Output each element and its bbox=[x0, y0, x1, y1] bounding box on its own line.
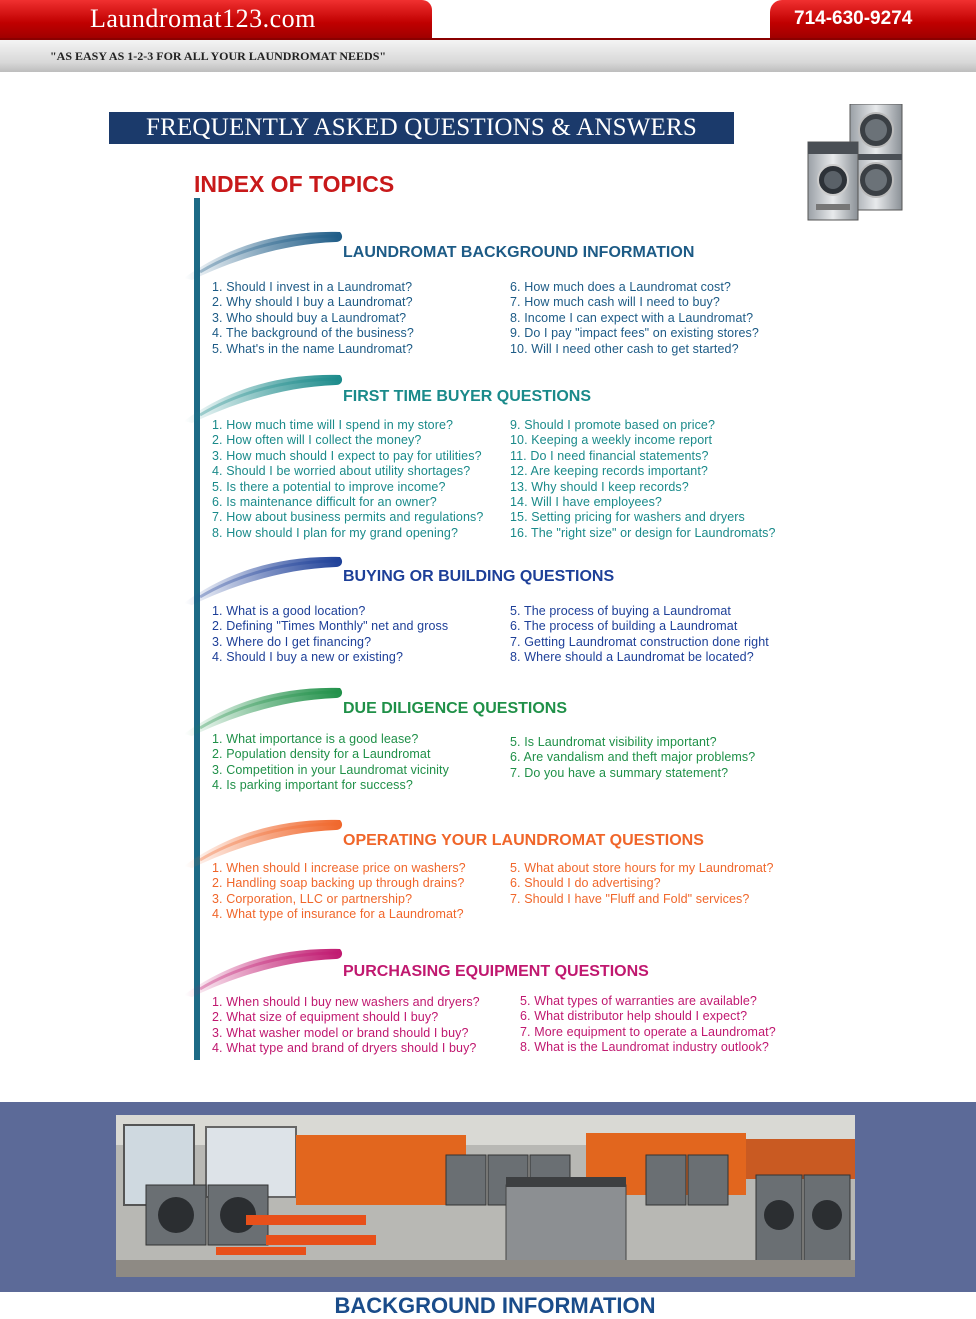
slogan-bar bbox=[0, 38, 976, 72]
laundromat-interior-photo bbox=[116, 1115, 855, 1277]
question-link[interactable]: 8. How should I plan for my grand opening? bbox=[212, 525, 459, 540]
question-link[interactable]: 5. What's in the name Laundromat? bbox=[212, 341, 413, 356]
question-link[interactable]: 6. Are vandalism and theft major problems? bbox=[510, 750, 756, 765]
section-title[interactable]: OPERATING YOUR LAUNDROMAT QUESTIONS bbox=[343, 832, 704, 849]
section-title[interactable]: LAUNDROMAT BACKGROUND INFORMATION bbox=[343, 244, 695, 261]
section-title[interactable]: DUE DILIGENCE QUESTIONS bbox=[343, 700, 568, 717]
question-link[interactable]: 1. Should I invest in a Laundromat? bbox=[212, 280, 413, 294]
question-link[interactable]: 7. Should I have "Fluff and Fold" services? bbox=[510, 891, 750, 906]
logo-tab[interactable] bbox=[0, 0, 432, 38]
question-list-left bbox=[212, 280, 414, 357]
section-title[interactable]: FIRST TIME BUYER QUESTIONS bbox=[343, 388, 592, 405]
question-link[interactable]: 1. What is a good location? bbox=[212, 604, 366, 618]
question-link[interactable]: 12. Are keeping records important? bbox=[510, 464, 708, 479]
question-link[interactable]: 2. Defining "Times Monthly" net and gross bbox=[212, 619, 449, 634]
question-link[interactable]: 1. What importance is a good lease? bbox=[212, 732, 419, 746]
question-link[interactable]: 2. How often will I collect the money? bbox=[212, 433, 422, 448]
question-link[interactable]: 3. Corporation, LLC or partnership? bbox=[212, 891, 413, 906]
question-link[interactable]: 3. Where do I get financing? bbox=[212, 634, 372, 649]
brush-stroke-icon bbox=[180, 547, 350, 607]
question-link[interactable]: 3. How much should I expect to pay for utilities? bbox=[212, 448, 482, 463]
question-link[interactable]: 8. Where should a Laundromat be located? bbox=[510, 650, 754, 665]
question-link[interactable]: 1. How much time will I spend in my store? bbox=[212, 418, 454, 432]
question-link[interactable]: 2. Handling soap backing up through drains? bbox=[212, 876, 465, 891]
question-link[interactable]: 6. Should I do advertising? bbox=[510, 876, 661, 891]
question-link[interactable]: 4. What type of insurance for a Laundromat? bbox=[212, 907, 464, 922]
question-link[interactable]: 4. Should I be worried about utility shortages? bbox=[212, 464, 471, 479]
question-list-right bbox=[520, 994, 776, 1056]
question-link[interactable]: 8. Income I can expect with a Laundromat? bbox=[510, 310, 754, 325]
brush-stroke-icon bbox=[180, 222, 350, 282]
question-link[interactable]: 9. Should I promote based on price? bbox=[510, 418, 716, 432]
question-link[interactable]: 3. Competition in your Laundromat vicinity bbox=[212, 762, 449, 777]
question-link[interactable]: 5. Is there a potential to improve income? bbox=[212, 479, 446, 494]
question-link[interactable]: 16. The "right size" or design for Laundromats? bbox=[510, 525, 776, 540]
question-link[interactable]: 10. Will I need other cash to get started? bbox=[510, 341, 739, 356]
question-link[interactable]: 5. Is Laundromat visibility important? bbox=[510, 735, 717, 749]
section-title[interactable]: BUYING OR BUILDING QUESTIONS bbox=[343, 568, 615, 585]
site-header bbox=[0, 0, 976, 72]
question-link[interactable]: 14. Will I have employees? bbox=[510, 495, 662, 510]
index-title: INDEX OF TOPICS bbox=[194, 171, 395, 197]
question-link[interactable]: 9. Do I pay "impact fees" on existing stores? bbox=[510, 326, 759, 341]
question-link[interactable]: 8. What is the Laundromat industry outlook? bbox=[520, 1040, 769, 1055]
question-link[interactable]: 7. More equipment to operate a Laundromat? bbox=[520, 1024, 776, 1039]
question-link[interactable]: 5. What about store hours for my Laundromat? bbox=[510, 861, 774, 875]
question-list-right bbox=[510, 604, 769, 666]
question-link[interactable]: 1. When should I increase price on washers? bbox=[212, 861, 466, 875]
question-list-left bbox=[212, 604, 448, 666]
question-link[interactable]: 3. What washer model or brand should I buy? bbox=[212, 1025, 469, 1040]
question-list-right bbox=[510, 735, 755, 781]
question-link[interactable]: 10. Keeping a weekly income report bbox=[510, 433, 713, 448]
question-link[interactable]: 2. Why should I buy a Laundromat? bbox=[212, 295, 413, 310]
question-list-right bbox=[510, 280, 759, 357]
section-title[interactable]: PURCHASING EQUIPMENT QUESTIONS bbox=[343, 963, 649, 980]
question-link[interactable]: 1. When should I buy new washers and dryers? bbox=[212, 995, 480, 1009]
question-link[interactable]: 13. Why should I keep records? bbox=[510, 479, 689, 494]
question-link[interactable]: 7. Getting Laundromat construction done right bbox=[510, 634, 769, 649]
question-link[interactable]: 11. Do I need financial statements? bbox=[510, 448, 709, 463]
brush-stroke-icon bbox=[180, 939, 350, 999]
question-list-left bbox=[212, 995, 480, 1057]
question-link[interactable]: 4. What type and brand of dryers should I buy? bbox=[212, 1041, 477, 1056]
question-link[interactable]: 2. Population density for a Laundromat bbox=[212, 747, 431, 762]
question-link[interactable]: 6. How much does a Laundromat cost? bbox=[510, 280, 731, 294]
question-link[interactable]: 7. How much cash will I need to buy? bbox=[510, 295, 720, 310]
question-link[interactable]: 4. Is parking important for success? bbox=[212, 778, 413, 793]
question-link[interactable]: 7. How about business permits and regulations? bbox=[212, 510, 484, 525]
question-list-left bbox=[212, 732, 449, 794]
question-link[interactable]: 2. What size of equipment should I buy? bbox=[212, 1010, 439, 1025]
question-link[interactable]: 3. Who should buy a Laundromat? bbox=[212, 310, 407, 325]
question-list-left bbox=[212, 861, 466, 923]
question-list-right bbox=[510, 418, 776, 541]
question-link[interactable]: 6. What distributor help should I expect? bbox=[520, 1009, 748, 1024]
question-link[interactable]: 5. The process of buying a Laundromat bbox=[510, 604, 731, 618]
phone-number[interactable]: 714-630-9274 bbox=[794, 8, 913, 29]
question-link[interactable]: 5. What types of warranties are available? bbox=[520, 994, 757, 1008]
site-logo[interactable]: Laundromat123.com bbox=[90, 4, 316, 33]
question-link[interactable]: 15. Setting pricing for washers and dryers bbox=[510, 510, 745, 525]
washer-dryer-icon bbox=[806, 104, 904, 222]
phone-tab[interactable] bbox=[770, 0, 976, 38]
index-divider-bar bbox=[194, 198, 200, 1060]
background-information-heading[interactable]: BACKGROUND INFORMATION bbox=[334, 1293, 656, 1318]
question-link[interactable]: 6. Is maintenance difficult for an owner? bbox=[212, 495, 437, 510]
question-list-right bbox=[510, 861, 774, 907]
question-link[interactable]: 7. Do you have a summary statement? bbox=[510, 765, 729, 780]
faq-title: FREQUENTLY ASKED QUESTIONS & ANSWERS bbox=[109, 112, 734, 144]
question-link[interactable]: 4. The background of the business? bbox=[212, 326, 414, 341]
brush-stroke-icon bbox=[180, 678, 350, 738]
brush-stroke-icon bbox=[180, 365, 350, 425]
question-link[interactable]: 4. Should I buy a new or existing? bbox=[212, 650, 404, 665]
question-list-left bbox=[212, 418, 483, 541]
question-link[interactable]: 6. The process of building a Laundromat bbox=[510, 619, 738, 634]
slogan: "AS EASY AS 1-2-3 FOR ALL YOUR LAUNDROMAT NEEDS" bbox=[50, 49, 387, 63]
